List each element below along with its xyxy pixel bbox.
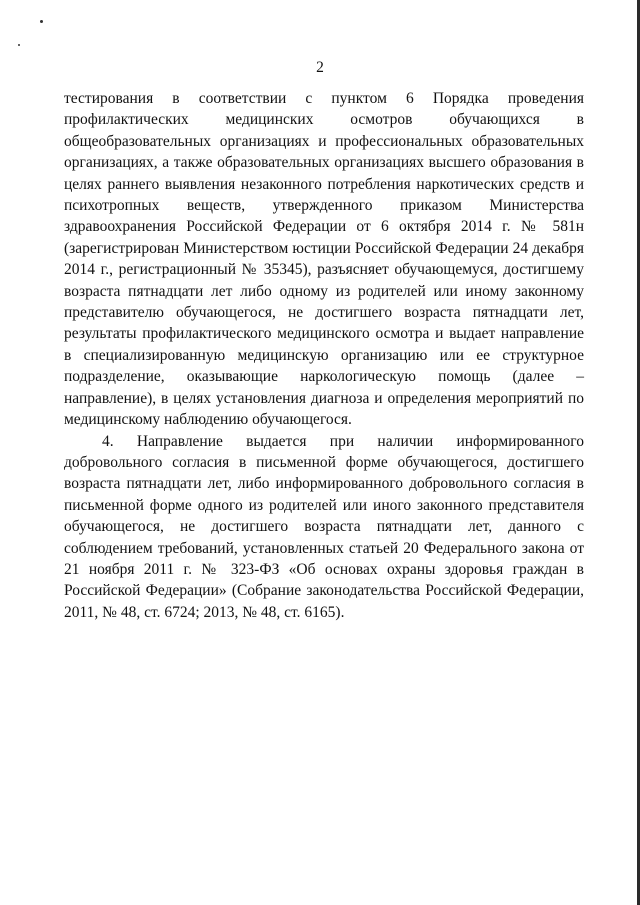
- document-body: [64, 88, 584, 623]
- scan-speck: [18, 44, 20, 46]
- paragraph-continuation: тестирования в соответствии с пунктом 6 Порядка проведения профилактических медицинских осмотров обучающихся в общеобразовательных организациях и профессиональных образовательных организациях, а также образовательных организациях высшего образования в целях раннего выявления незаконного потребления наркотических средств и психотропных веществ, утвержденного приказом Министерства здравоохранения Российской Федерации от 6 октября 2014 г. № 581н (зарегистрирован Министерством юстиции Российской Федерации 24 декабря 2014 г., регистрационный № 35345), разъясняет обучающемуся, достигшему возраста пятнадцати лет либо одному из родителей или иному законному представителю обучающегося, не достигшего возраста пятнадцати лет, результаты профилактического медицинского осмотра и выдает направление в специализированную медицинскую организацию или ее структурное подразделение, оказывающие наркологическую помощь (далее – направление), в целях установления диагноза и определения мероприятий по медицинскому наблюдению обучающегося.: [64, 90, 584, 429]
- scan-speck: [40, 20, 43, 23]
- page-number: 2: [316, 59, 324, 76]
- paragraph-item-4: 4. Направление выдается при наличии информированного добровольного согласия в письменной форме обучающегося, достигшего возраста пятнадцати лет, либо информированного добровольного согласия в письменной форме одного из родителей или иного законного представителя обучающегося, не достигшего возраста пятнадцати лет, данного с соблюдением требований, установленных статьей 20 Федерального закона от 21 ноября 2011 г. № 323-ФЗ «Об основах охраны здоровья граждан в Российской Федерации» (Собрание законодательства Российской Федерации, 2011, № 48, ст. 6724; 2013, № 48, ст. 6165).: [64, 432, 584, 621]
